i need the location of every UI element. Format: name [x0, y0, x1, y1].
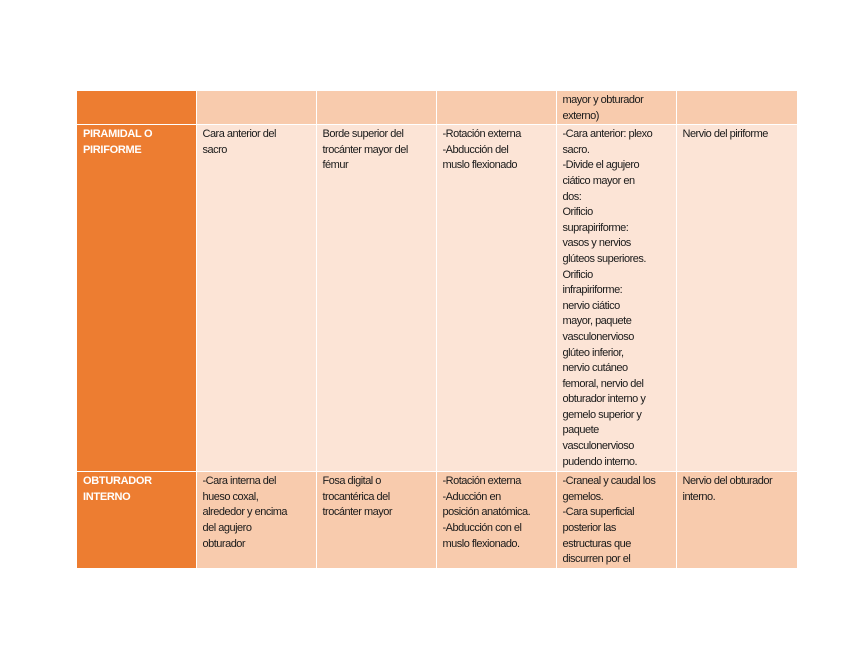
insertion-cell: Fosa digital o trocantérica del trocánter mayor [316, 472, 436, 569]
table-row [77, 125, 797, 472]
action-cell [436, 91, 556, 125]
relations-cell: -Craneal y caudal los gemelos. -Cara superficial posterior las estructuras que discurren por el [556, 472, 676, 569]
origin-cell [196, 91, 316, 125]
relations-cell: mayor y obturador externo) [556, 91, 676, 125]
relations-cell: -Cara anterior: plexo sacro. -Divide el agujero ciático mayor en dos: Orificio suprapiriforme: vasos y nervios glúteos superiores. Orificio infrapiriforme: nervio ciático mayor, paquete vasculonervioso glúteo inferior, nervio cutáneo femoral, nervio del obturador interno y gemelo superior y paquete vasculonervioso pudendo interno. [556, 125, 676, 472]
innervation-cell: Nervio del obturador interno. [676, 472, 797, 569]
muscle-name-cell: PIRAMIDAL O PIRIFORME [77, 125, 196, 472]
table-row [77, 91, 797, 125]
insertion-cell [316, 91, 436, 125]
table-row [77, 472, 797, 569]
muscle-table [77, 91, 798, 569]
origin-cell: Cara anterior del sacro [196, 125, 316, 472]
muscle-name-cell [77, 91, 196, 125]
muscle-name-cell: OBTURADOR INTERNO [77, 472, 196, 569]
insertion-cell: Borde superior del trocánter mayor del fémur [316, 125, 436, 472]
innervation-cell [676, 91, 797, 125]
action-cell: -Rotación externa -Abducción del muslo flexionado [436, 125, 556, 472]
innervation-cell: Nervio del piriforme [676, 125, 797, 472]
origin-cell: -Cara interna del hueso coxal, alrededor y encima del agujero obturador [196, 472, 316, 569]
action-cell: -Rotación externa -Aducción en posición anatómica. -Abducción con el muslo flexionado. [436, 472, 556, 569]
